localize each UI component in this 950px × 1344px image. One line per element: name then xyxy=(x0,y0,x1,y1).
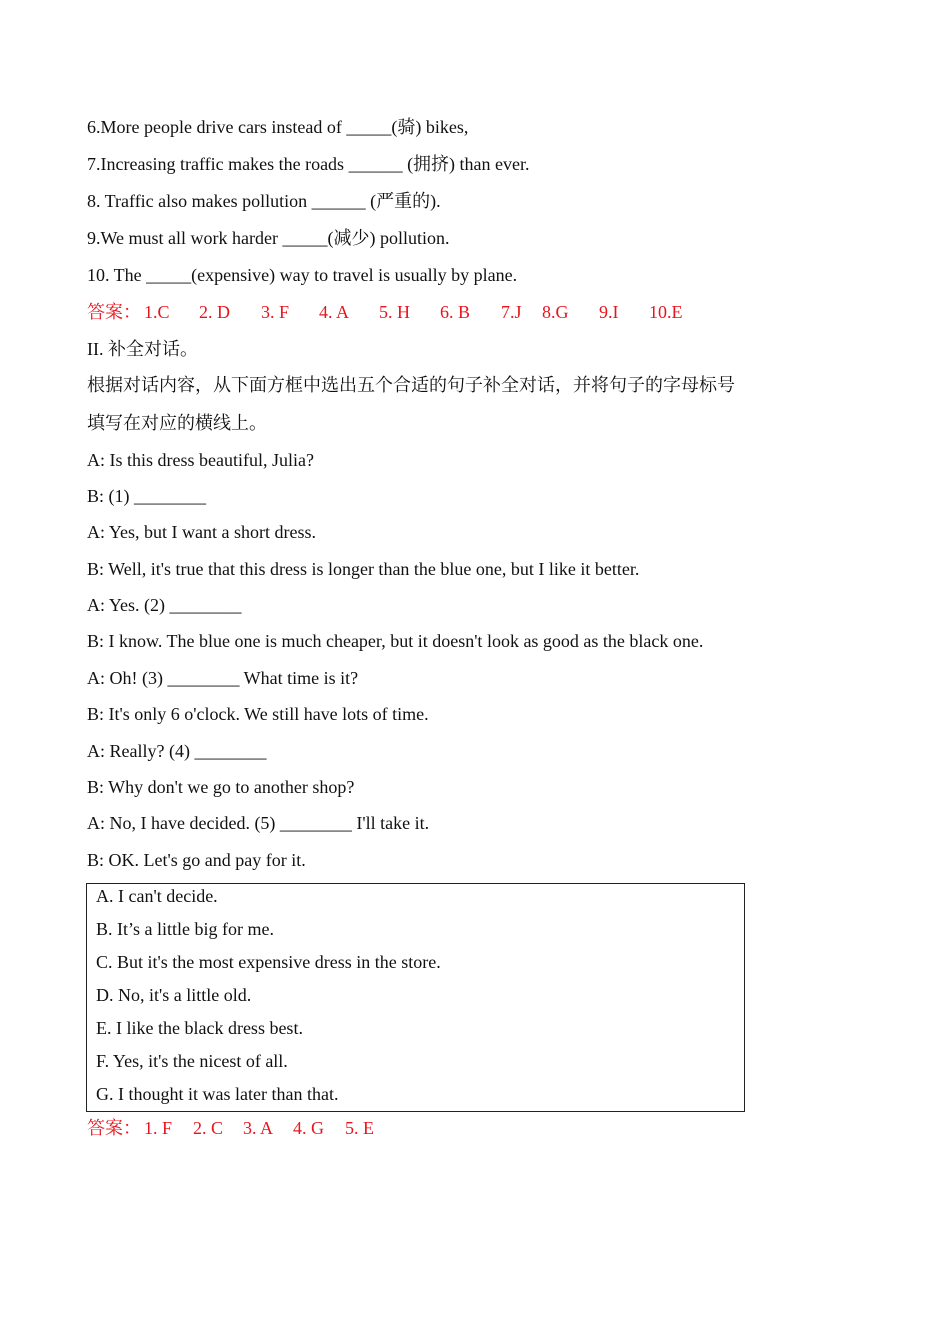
answer-item: 3. A xyxy=(243,1118,274,1138)
dialogue-line: B: (1) ________ xyxy=(87,486,206,506)
dialogue-line: A: No, I have decided. (5) ________ I'll take it. xyxy=(87,813,430,833)
answer-item: 10.E xyxy=(649,302,683,322)
dialogue-line: A: Yes, but I want a short dress. xyxy=(87,522,316,542)
answer-item: 6. B xyxy=(440,302,471,322)
question-9: 9.We must all work harder _____(减少) pollution. xyxy=(87,228,450,248)
dialogue-line: B: I know. The blue one is much cheaper, but it doesn't look as good as the black one. xyxy=(87,631,704,651)
answer-item: 1.C xyxy=(144,302,170,322)
dialogue-line: B: Why don't we go to another shop? xyxy=(87,777,355,797)
answer-item: 4. A xyxy=(319,302,350,322)
answer-item: 1. F xyxy=(144,1118,173,1138)
answer-item: 4. G xyxy=(293,1118,324,1138)
answer-key-1 xyxy=(87,300,683,324)
instruction-line-2: 填写在对应的横线上。 xyxy=(87,413,267,433)
answer-item: 8.G xyxy=(542,302,569,322)
answer-item: 2. C xyxy=(193,1118,224,1138)
answer-item: 5. H xyxy=(379,302,410,322)
answer-item: 5. E xyxy=(345,1118,374,1138)
question-6: 6.More people drive cars instead of _____(骑) bikes, xyxy=(87,117,469,137)
answer-label: 答案： xyxy=(87,302,141,322)
answer-key-2 xyxy=(87,1116,374,1140)
option-a: A. I can't decide. xyxy=(96,886,218,906)
option-f: F. Yes, it's the nicest of all. xyxy=(96,1051,288,1071)
dialogue-line: A: Oh! (3) ________ What time is it? xyxy=(87,668,359,688)
answer-item: 7.J xyxy=(501,302,522,322)
options-box xyxy=(86,883,745,1112)
dialogue-line: A: Really? (4) ________ xyxy=(87,741,267,761)
question-7: 7.Increasing traffic makes the roads ______ (拥挤) than ever. xyxy=(87,154,530,174)
dialogue-line: A: Yes. (2) ________ xyxy=(87,595,242,615)
question-8: 8. Traffic also makes pollution ______ (严重的). xyxy=(87,191,441,211)
option-d: D. No, it's a little old. xyxy=(96,985,252,1005)
section-title: II. 补全对话。 xyxy=(87,339,198,359)
option-g: G. I thought it was later than that. xyxy=(96,1084,339,1104)
dialogue-line: B: Well, it's true that this dress is longer than the blue one, but I like it better. xyxy=(87,559,640,579)
dialogue-line: A: Is this dress beautiful, Julia? xyxy=(87,450,314,470)
answer-item: 3. F xyxy=(261,302,290,322)
question-10: 10. The _____(expensive) way to travel is usually by plane. xyxy=(87,265,518,285)
dialogue-line: B: It's only 6 o'clock. We still have lots of time. xyxy=(87,704,429,724)
option-b: B. It’s a little big for me. xyxy=(96,919,274,939)
option-c: C. But it's the most expensive dress in the store. xyxy=(96,952,441,972)
answer-item: 2. D xyxy=(199,302,230,322)
option-e: E. I like the black dress best. xyxy=(96,1018,303,1038)
instruction-line-1: 根据对话内容，从下面方框中选出五个合适的句子补全对话，并将句子的字母标号 xyxy=(87,375,735,395)
answer-label: 答案： xyxy=(87,1118,141,1138)
answer-item: 9.I xyxy=(599,302,619,322)
dialogue-line: B: OK. Let's go and pay for it. xyxy=(87,850,306,870)
